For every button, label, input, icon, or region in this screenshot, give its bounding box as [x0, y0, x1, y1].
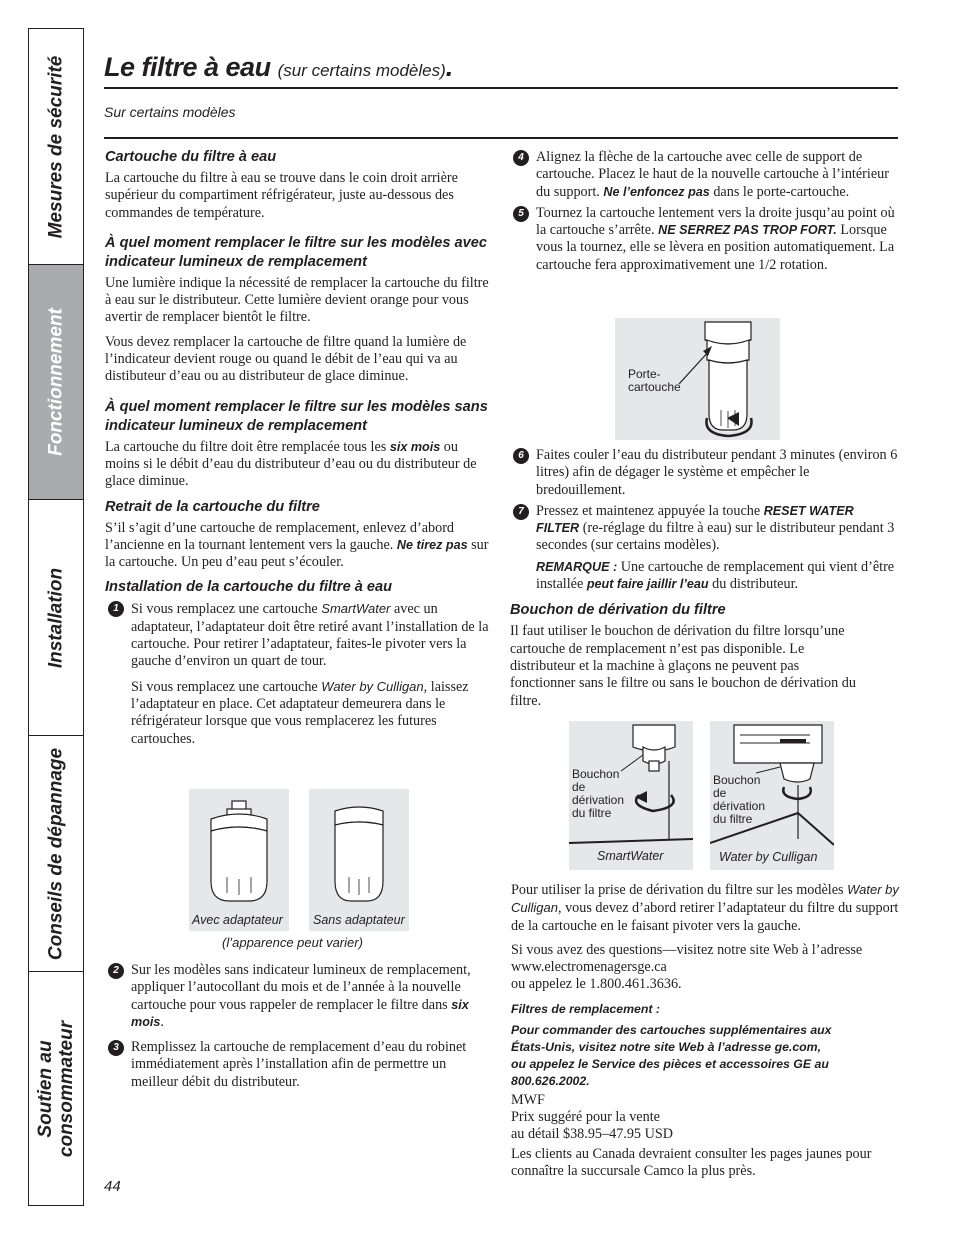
emphasis: Ne tirez pas [396, 537, 468, 552]
heading-installation: Installation de la cartouche du filtre à eau [105, 579, 393, 596]
para-avec-1: Une lumière indique la nécessité de remplacer la cartouche du filtre à eau sur le distributeur. Cette lumière devient orange pour vous avertir de remplacer bientôt le filtre. [105, 274, 489, 326]
step-7 [510, 503, 898, 555]
text: Lorsque vous la tournez, elle se lèvera en position automatiquement. La cartouche fera approximativement une 1/2 rotation. [536, 222, 895, 273]
website-link[interactable]: www.electromenagersge.ca [511, 959, 667, 976]
para-utiliser [511, 881, 899, 935]
page-subtitle: Sur certains modèles [104, 104, 236, 120]
para-commander: Pour commander des cartouches supplémentaires aux États-Unis, visitez notre site Web à l’adresse ge.com, ou appelez le Service des pièces et accessoires GE au 800.626.2002. [511, 1022, 832, 1088]
remarque [510, 559, 898, 594]
figure-label [572, 768, 624, 820]
text: S’il s’agit d’une cartouche de remplacement, enlevez d’abord l’ancienne en la tournant lentement vers la gauche. [105, 519, 455, 553]
text: dérivation [572, 793, 625, 807]
tab-mesures-de-securite[interactable] [29, 29, 83, 265]
step-number-icon: 4 [513, 150, 529, 166]
tab-label: Installation [45, 567, 67, 668]
figure-caption: Sans adaptateur [313, 913, 405, 927]
step-1 [105, 600, 493, 747]
figure-caption: Water by Culligan [719, 850, 818, 864]
tab-soutien-au-consommateur[interactable] [29, 972, 83, 1205]
text: Faites couler l’eau du distributeur pendant 3 minutes (environ 6 litres) afin de dégager le système et empêcher le bredouillement. [536, 447, 898, 498]
text: sur la cartouche. Un peu d’eau peut s’écouler. [105, 536, 489, 571]
text: , vous devez d’abord retirer l’adaptateur du filtre du support de la cartouche en le faisant pivoter vers la gauche. [511, 900, 899, 934]
step-number-icon: 7 [513, 504, 529, 520]
heading-bouchon: Bouchon de dérivation du filtre [510, 602, 726, 619]
text: La cartouche du filtre doit être remplacée tous les [105, 438, 390, 455]
text: . [160, 1013, 164, 1030]
text: dérivation [713, 799, 766, 813]
page-number: 44 [104, 1178, 121, 1195]
emphasis: six mois [389, 439, 441, 454]
tab-label: Fonctionnement [45, 308, 67, 456]
text: MWF [511, 1091, 545, 1108]
step-number-icon: 2 [108, 963, 124, 979]
text: cartouche [628, 380, 681, 394]
header-rule [104, 87, 898, 89]
para-cartouche: La cartouche du filtre à eau se trouve dans le coin droit arrière supérieur du compartiment réfrigérateur, juste au-dessous des commandes de température. [105, 170, 458, 221]
figure-label [628, 368, 681, 394]
emphasis: Ne l’enfoncez pas [603, 184, 710, 199]
heading-cartouche: Cartouche du filtre à eau [105, 149, 277, 165]
text: Une cartouche de remplacement qui vient d’être installée [536, 558, 895, 593]
text: du filtre [572, 806, 612, 820]
figure-note: (l’apparence peut varier) [222, 935, 363, 950]
para-canada: Les clients au Canada devraient consulter les pages jaunes pour connaître la succursale Camco la plus près. [511, 1145, 872, 1179]
text: Bouchon [713, 773, 761, 787]
cartridge-illustration-icon [189, 789, 289, 931]
step-4 [510, 149, 898, 201]
tab-label [35, 1020, 77, 1156]
tab-label-line1: Soutien au [35, 1039, 56, 1138]
text: Sur les modèles sans indicateur lumineux de remplacement, appliquer l’autocollant du mois et de l’année à la nouvelle cartouche pour vous rappeler de remplacer le filtre dans [131, 962, 471, 1013]
figure-caption: SmartWater [597, 849, 664, 863]
brand: SmartWater [321, 601, 391, 617]
right-column-middle [510, 447, 898, 717]
para-avec-2: Vous devez remplacer la cartouche de filtre quand la lumière de l’indicateur devient rouge ou quand le débit de l’eau qui va au distibuteur d’eau ou au distributeur de glace diminue. [105, 333, 467, 385]
text: ou appelez le 1.800.461.3636. [511, 976, 682, 993]
tab-label-line2: consommateur [56, 1020, 77, 1157]
para-bouchon: Il faut utiliser le bouchon de dérivation du filtre lorsqu’une cartouche de remplacement n’est pas disponible. Le distributeur et la machine à glaçons ne peuvent pas fonctionner sans le filtre ou sans le bouchon de dérivation du filtre. [510, 623, 856, 709]
text: de [572, 780, 586, 794]
text: de [713, 786, 727, 800]
figure-bypass-culligan [710, 721, 834, 870]
heading-filtres: Filtres de remplacement : [511, 1001, 660, 1016]
emphasis: REMARQUE : [536, 559, 618, 574]
text: dans le porte-cartouche. [709, 183, 850, 200]
heading-avec-indicateur: À quel moment remplacer le filtre sur les modèles avec indicateur lumineux de remplacement [105, 234, 488, 270]
tab-conseils-de-depannage[interactable] [29, 736, 83, 972]
tab-fonctionnement[interactable] [29, 265, 83, 500]
heading-sans-indicateur: À quel moment remplacer le filtre sur les modèles sans indicateur lumineux de remplacement [105, 398, 488, 434]
para-prix [511, 1092, 899, 1144]
tab-label: Conseils de dépannage [45, 747, 67, 960]
figure-cartridge-holder [615, 318, 780, 440]
right-column [510, 149, 898, 280]
left-column [105, 148, 493, 755]
text: (re-réglage du filtre à eau) sur le distributeur pendant 3 secondes (sur certains modèles). [536, 520, 895, 554]
heading-retrait: Retrait de la cartouche du filtre [105, 498, 320, 515]
figure-cartridge-without-adapter [309, 789, 409, 931]
text: Si vous remplacez une cartouche [131, 601, 322, 618]
tab-installation[interactable] [29, 500, 83, 736]
left-column-bottom [105, 962, 493, 1097]
brand: Water by Culligan [511, 882, 899, 916]
text: du distributeur. [708, 576, 799, 593]
step-1-para-a [131, 600, 493, 670]
brand: Water by Culligan [321, 678, 424, 694]
page-title-end: . [445, 52, 453, 82]
emphasis: NE SERREZ PAS TROP FORT. [658, 223, 837, 238]
page-title-main: Le filtre à eau [104, 52, 271, 82]
text: Alignez la flèche de la cartouche avec celle de support de cartouche. Placez le haut de la nouvelle cartouche à l’intérieur du support. [536, 149, 889, 200]
para-retrait [105, 520, 493, 572]
text: au détail $38.95–47.95 USD [511, 1126, 673, 1143]
step-5 [510, 205, 898, 274]
para-questions [511, 942, 899, 994]
emphasis: peut faire jaillir l’eau [586, 577, 709, 592]
cartridge-illustration-icon [309, 789, 409, 931]
step-number-icon: 5 [513, 206, 529, 222]
text: du filtre [713, 812, 753, 826]
text: Bouchon [572, 767, 620, 781]
emphasis: RESET WATER FILTER [536, 503, 854, 536]
figure-bypass-smartwater [569, 721, 693, 870]
text: Porte- [628, 367, 661, 381]
step-6 [510, 447, 898, 499]
step-2 [105, 962, 493, 1031]
text: , laissez l’adaptateur en place. Cet adaptateur demeurera dans le réfrigérateur lorsque que vous remplacerez les futures cartouches. [131, 678, 469, 747]
text: Pressez et maintenez appuyée la touche [536, 502, 764, 519]
para-sans [105, 439, 493, 491]
text: Remplissez la cartouche de remplacement d’eau du robinet immédiatement après l’installation afin de permettre un meilleur débit du distributeur. [131, 1039, 467, 1090]
text: Si vous remplacez une cartouche [131, 678, 322, 695]
figure-label [713, 774, 765, 826]
step-1-para-b [131, 678, 493, 748]
step-number-icon: 1 [108, 601, 124, 617]
step-number-icon: 3 [108, 1040, 124, 1056]
text: Prix suggéré pour la vente [511, 1109, 660, 1126]
figure-cartridge-with-adapter [189, 789, 289, 931]
step-number-icon: 6 [513, 448, 529, 464]
text: Pour utiliser la prise de dérivation du filtre sur les modèles [511, 882, 848, 898]
tab-label: Mesures de sécurité [45, 55, 67, 238]
text: avec un adaptateur, l’adaptateur doit être retiré avant l’installation de la cartouche. Pour retirer l’adaptateur, faites-le pivoter vers la gauche d’environ un quart de tour. [131, 601, 489, 670]
text: Tournez la cartouche lentement vers la droite jusqu’au point où la cartouche s’arrête. [536, 204, 895, 239]
subheader-rule [104, 137, 898, 139]
step-3 [105, 1039, 493, 1091]
page-title [104, 52, 453, 83]
right-column-bottom [511, 881, 899, 1187]
emphasis: six mois [131, 997, 469, 1029]
text: ou moins si le débit d’eau du distributeur d’eau ou du distributeur de glace diminue. [105, 438, 477, 490]
figure-caption: Avec adaptateur [192, 913, 283, 927]
text: Si vous avez des questions—visitez notre site Web à l’adresse [511, 941, 863, 958]
side-nav [28, 28, 84, 1206]
page-title-sub: (sur certains modèles) [277, 61, 446, 80]
